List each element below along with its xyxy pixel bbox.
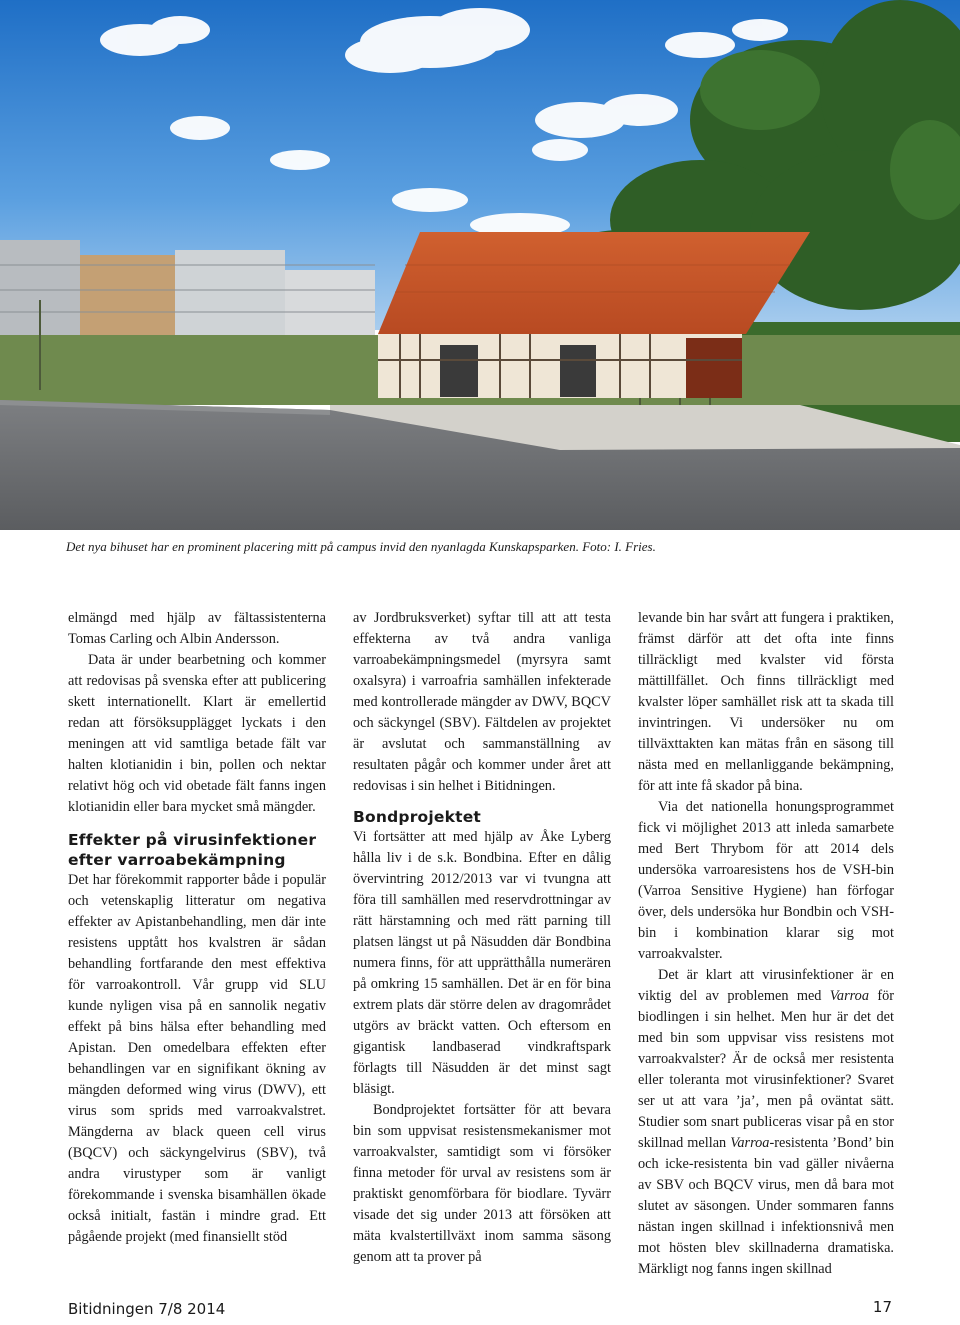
publication-footer: Bitidningen 7/8 2014 [68,1300,226,1318]
col1-paragraph-1: elmängd med hjälp av fältassistenterna Tomas Carling och Albin Andersson. [68,610,326,647]
col2-paragraph-1: av Jordbruksverket) syftar till att att testa effekterna av två andra vanliga varroabekämpningsmedel (myrsyra samt oxalsyra) i varroafria samhällen infekterade med kontrollerade mängder av DWV, BQCV och säckyngel (SBV). Fältdelen av projektet är avslutat och sammanställning av resultaten pågår och kommer under året att redovisas i sin helhet i Bitidningen. [353,610,611,794]
column-2 [353,608,611,1268]
campus-photo [0,0,960,530]
section-heading-virus-effects: Effekter på virusinfektioner efter varroabekämpning [68,831,317,869]
column-1 [68,608,326,1248]
col3-paragraph-2: Via det nationella honungsprogrammet fick vi möjlighet 2013 att inleda samarbete med Bert Thrybom för att 2014 dels undersöka varroaresistens hos de VSH-bin (Varroa Sensitive Hygiene) han förfogar över, dels undersöka hur Bondbin och VSH-bin i kombination klarar sig mot varroakvalster. [638,799,894,962]
col3-p3-italic-varroa-2: Varroa [730,1135,770,1151]
photo-caption: Det nya bihuset har en prominent placering mitt på campus invid den nyanlagda Kunskapsparken. Foto: I. Fries. [66,539,656,554]
col2-paragraph-3: Bondprojektet fortsätter för att bevara bin som uppvisat resistensmekanismer mot varroakvalster, samtidigt som vi försöker finna metoder för urval av resistens som är praktiskt genomförbara för biodlare. Tyvärr visade det sig under 2013 att försöken att mäta kvalstertillväxt inom samma säsong genom att ta prover på [353,1102,611,1265]
col1-paragraph-3: Det har förekommit rapporter både i populär och vetenskaplig litteratur om negativa effekter av Apistanbehandling, men där inte resistens upptått hos kvalstren är sådan behandling fortfarande den mest effektiva för varroakontroll. Vår grupp vid SLU kunde nyligen visa på en sannolik negativ effekt på bins hälsa efter behandling med Apistan. Den omedelbara effekten efter behandlingen var en signifikant ökning av mängden deformed wing virus (DWV), ett virus som sprids med varroakvalstret. Mängderna av black queen cell virus (BQCV) och säckyngelvirus (SBV), två andra virustyper som är vanligt förekommande i svenska bisamhällen ökade också initialt, fastän i mindre grad. Ett pågående projekt (med finansiellt stöd [68,872,326,1245]
col3-paragraph-3 [638,965,894,1280]
page-number: 17 [872,1298,892,1316]
col1-paragraph-2: Data är under bearbetning och kommer att redovisas på svenska efter att publicering skett internationellt. Klart är emellertid redan att försöksupplägget lyckats i den meningen att vid samtliga betade fält var halten klotianidin i bin, pollen och nektar relativt hög och vid obetade fält fanns ingen klotianidin eller bara mycket små mängder. [68,652,326,815]
col3-paragraph-1: levande bin har svårt att fungera i praktiken, främst därför att det ofta inte finns tillräckligt med kvalster vid första mättillfället. Och finns tillräckligt med kvalster löper samhället risk att ta skada till invintringen. Vi undersöker nu om tillväxttakten kan mätas från en säsong till nästa med en mellanliggande bekämpning, för att inte få skador på bina. [638,610,894,794]
col3-p3-text-b: för biodlingen i sin helhet. Men hur är det det med bin som uppvisar viss resistens mot varroakvalster? Är de också mer resistenta eller toleranta mot virusinfektioner? Svaret ser ut att vara ’ja’, men på oväntat sätt. Studier som snart publiceras visar på en stor skillnad mellan [638,988,894,1151]
col2-paragraph-2: Vi fortsätter att med hjälp av Åke Lyberg hålla liv i de s.k. Bondbina. Efter en dålig övervintring 2012/2013 var vi tvungna att föra till samhällen med reservdrottningar av rätt härstamning och med rätt parning till platsen längst ut på Näsudden där Bondbina numera finns, för att upprätthålla numerären på omkring 15 samhällen. Det är en för bina extrem plats där större delen av dragområdet utgörs av bräckt vatten. Och eftersom en gigantisk landbaserad vindkraftspark förlagts till Näsudden är det minst sagt bläsigt. [353,829,611,1097]
col3-p3-text-a: Det är klart att virusinfektioner är en viktig del av problemen med [638,967,894,1004]
column-3 [638,608,894,1280]
section-heading-bondprojektet: Bondprojektet [353,808,482,826]
col3-p3-italic-varroa: Varroa [829,988,869,1004]
col3-p3-text-c: -resistenta ’Bond’ bin och icke-resistenta bin vad gäller nivåerna av SBV och BQCV virus, men då bara mot slutet av säsongen. Under sommaren fanns nästan ingen skillnad i infektionsnivå men mot hösten blev skillnaderna dramatiska. Märkligt nog fanns ingen skillnad [638,1135,894,1277]
